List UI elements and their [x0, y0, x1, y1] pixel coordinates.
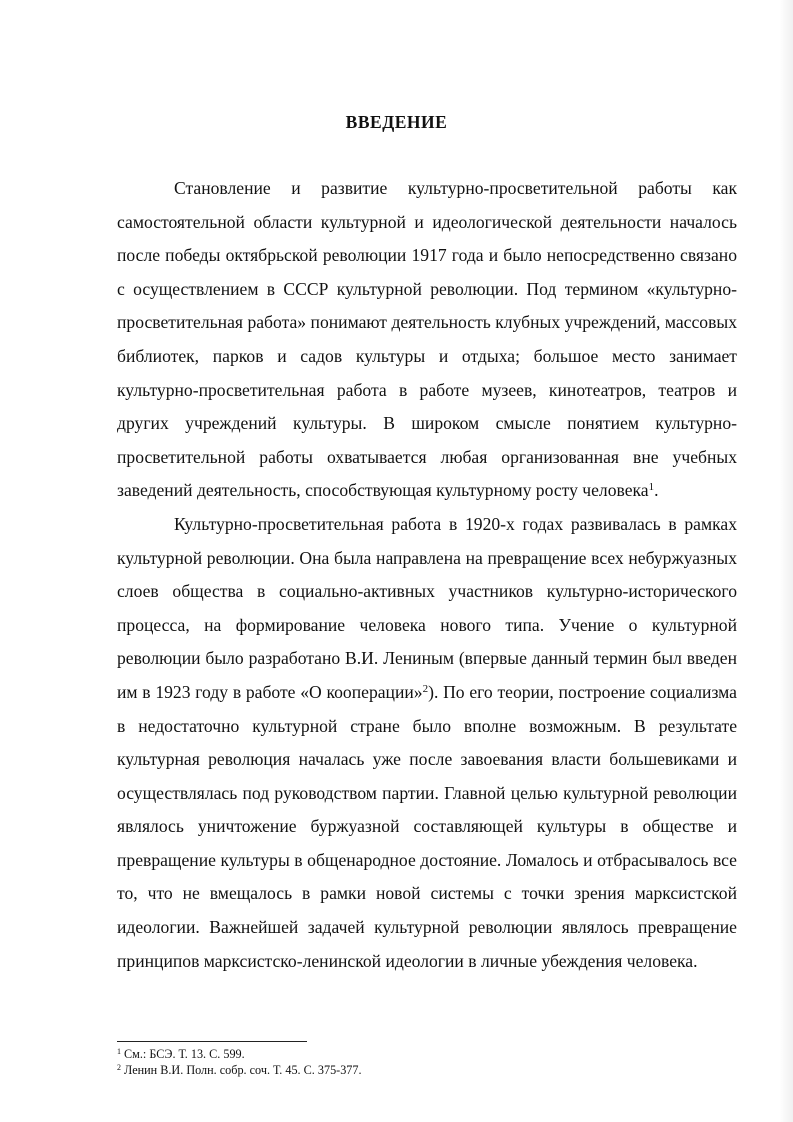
chapter-title: ВВЕДЕНИЕ — [345, 112, 448, 132]
footnote-ref-1[interactable]: 1 — [648, 481, 655, 494]
footnote-ref-2[interactable]: 2 — [422, 682, 429, 695]
footnote-1-mark: 1 — [117, 1047, 121, 1056]
scan-edge-shadow — [779, 0, 793, 1122]
footnotes — [117, 1047, 737, 1078]
paragraph-1 — [117, 172, 737, 508]
footnote-1-text: См.: БСЭ. Т. 13. С. 599. — [124, 1047, 245, 1061]
paragraph-2 — [117, 508, 737, 978]
paragraph-1-text: Становление и развитие культурно-просветительной работы как самостоятельной области культурной и идеологической деятельности началось после победы октябрьской революции 1917 года и было непосредственно связано с осуществлением в СССР культурной революции. Под термином «культурно-просветительная работа» понимают деятельность клубных учреждений, массовых библиотек, парков и садов культуры и отдыха; большое место занимает культурно-просветительная работа в работе музеев, кинотеатров, театров и других учреждений культуры. В широком смысле понятием культурно-просветительной работы охватывается любая организованная вне учебных заведений деятельность, способствующая культурному росту человека — [117, 178, 737, 501]
footnote-separator — [117, 1041, 307, 1042]
paragraph-2-tail: ). По его теории, построение социализма в недостаточно культурной стране было вполне возможным. В результате культурная революция началась уже после завоевания власти большевиками и осуществлялась под руководством партии. Главной целью культурной революции являлось уничтожение буржуазной составляющей культуры в обществе и превращение культуры в общенародное достояние. Ломалось и отбрасывалось все то, что не вмещалось в рамки новой системы с точки зрения марксистской идеологии. Важнейшей задачей культурной революции являлось превращение принципов марксистско-ленинской идеологии в личные убеждения человека. — [117, 681, 737, 971]
footnote-2-text: Ленин В.И. Полн. собр. соч. Т. 45. С. 375-377. — [124, 1062, 362, 1077]
footnote-2-mark: 2 — [117, 1062, 121, 1072]
footnote-2 — [117, 1063, 737, 1079]
footnote-1 — [117, 1047, 737, 1063]
body-text — [117, 172, 737, 978]
paragraph-1-tail: . — [654, 480, 659, 501]
paragraph-2-text: Культурно-просветительная работа в 1920-х годах развивалась в рамках культурной революции. Она была направлена на превращение всех небуржуазных слоев общества в социально-активных участников культурно-исторического процесса, на формирование человека нового типа. Учение о культурной революции было разработано В.И. Лениным (впервые данный термин был введен им в 1923 году в работе «О кооперации» — [117, 513, 737, 702]
